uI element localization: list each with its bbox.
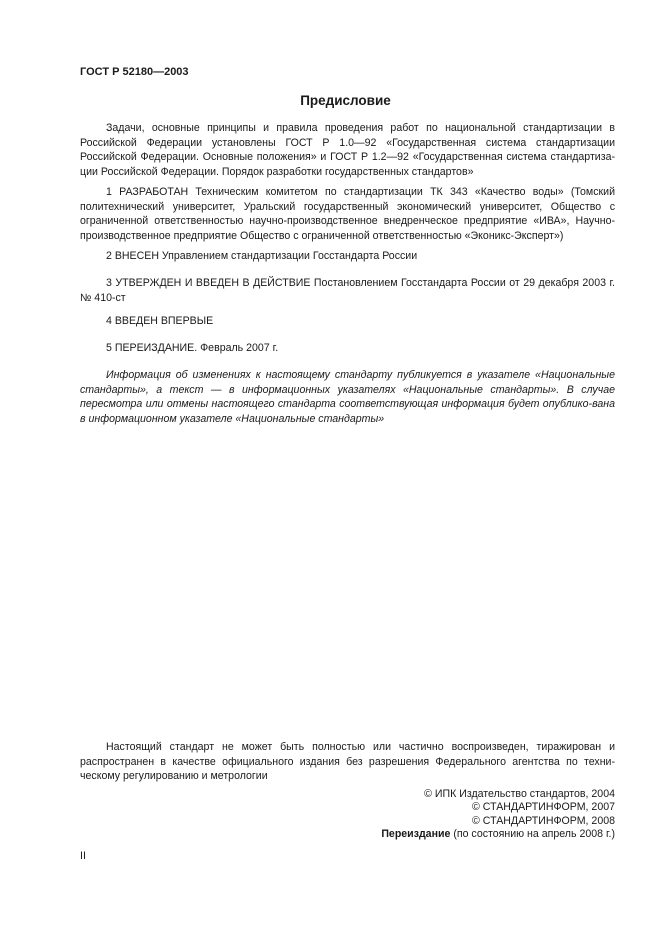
page-number: II bbox=[80, 850, 86, 862]
item-1-developed-by: 1 РАЗРАБОТАН Техническим комитетом по стандартизации ТК 343 «Качество воды» (Томский политехнический университет, Уральский государственный экономический университет, Общество с ограниченной ответственностью научно-производственное внедренческое предприятие «ИВА», Научно-производственное предприятие Общество с ограниченной ответственностью «Эконикс-Эксперт») bbox=[80, 186, 615, 242]
copyright-line: © СТАНДАРТИНФОРМ, 2007 bbox=[472, 801, 615, 814]
item-2-submitted-by: 2 ВНЕСЕН Управлением стандартизации Госстандарта России bbox=[106, 250, 418, 262]
reissue-line bbox=[300, 828, 615, 841]
reissue-label: Переиздание bbox=[381, 828, 451, 841]
document-code-header: ГОСТ Р 52180—2003 bbox=[80, 66, 189, 78]
item-5-reissue: 5 ПЕРЕИЗДАНИЕ. Февраль 2007 г. bbox=[106, 342, 279, 354]
copyright-block bbox=[300, 788, 615, 842]
copyright-line: © ИПК Издательство стандартов, 2004 bbox=[424, 788, 615, 800]
item-3-approved: 3 УТВЕРЖДЕН И ВВЕДЕН В ДЕЙСТВИЕ Постановлением Госстандарта России от 29 декабря 2003 г. № 410-ст bbox=[80, 277, 615, 304]
copyright-notice-paragraph: Настоящий стандарт не может быть полностью или частично воспроизведен, тиражирован и распространен в качестве официального издания без разрешения Федерального агентства по техни-ческому регулированию и метрологии bbox=[80, 741, 615, 783]
page-title: Предисловие bbox=[300, 93, 391, 108]
intro-paragraph: Задачи, основные принципы и правила проведения работ по национальной стандартизации в Российской Федерации установлены ГОСТ Р 1.0—92 «Государственная система стандартизации Российской Федерации. Основные положения» и ГОСТ Р 1.2—92 «Государственная система стандартиза-ции Российской Федерации. Порядок разработки государственных стандартов» bbox=[80, 122, 615, 178]
copyright-line: © СТАНДАРТИНФОРМ, 2008 bbox=[472, 814, 615, 827]
changes-notice-paragraph: Информация об изменениях к настоящему стандарту публикуется в указателе «Национальные стандарты», а текст — в информационных указателях «Национальные стандарты». В случае пересмотра или отмены настоящего стандарта соответствующая информация будет опублико-вана в информационном указателе «Национальные стандарты» bbox=[80, 369, 615, 425]
item-4-introduced-first: 4 ВВЕДЕН ВПЕРВЫЕ bbox=[106, 315, 214, 327]
reissue-text: (по состоянию на апрель 2008 г.) bbox=[450, 828, 615, 841]
